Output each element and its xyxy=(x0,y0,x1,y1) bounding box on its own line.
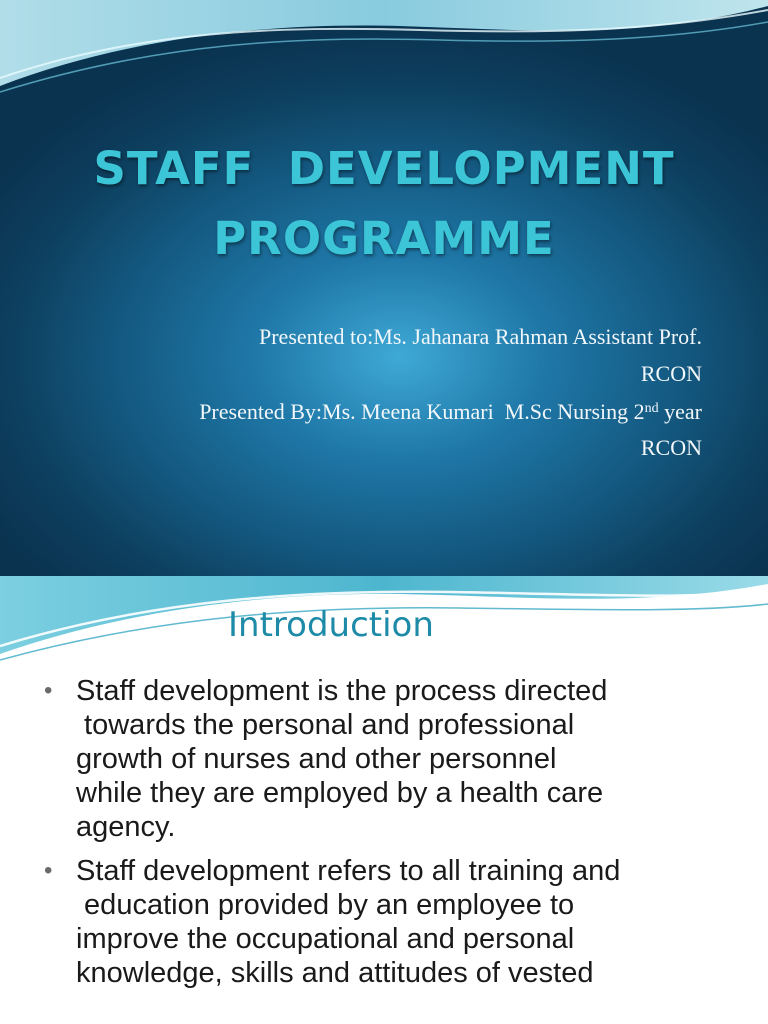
slide-heading: Introduction xyxy=(228,605,434,645)
presented-by-superscript: nd xyxy=(644,401,659,416)
bullet-line: education provided by an employee to xyxy=(76,889,575,921)
bullet-item xyxy=(44,854,744,990)
slide-title-line-2: PROGRAMME xyxy=(213,212,555,265)
presented-by-prefix: Presented By:Ms. Meena Kumari M.Sc Nursing 2 xyxy=(199,399,645,424)
bullet-line: growth of nurses and other personnel xyxy=(76,743,557,775)
bullet-dot-icon: • xyxy=(44,677,53,704)
bullet-line: knowledge, skills and attitudes of vested xyxy=(76,957,594,989)
presented-by-text xyxy=(199,401,702,423)
presented-by-org: RCON xyxy=(640,435,702,460)
bullet-line: improve the occupational and personal xyxy=(76,923,575,955)
introduction-slide xyxy=(0,576,768,1024)
bullet-item xyxy=(44,674,744,844)
presented-to-text: Presented to:Ms. Jahanara Rahman Assistant Prof. xyxy=(259,324,702,349)
presented-to-org: RCON xyxy=(640,361,702,386)
presented-by-suffix: year xyxy=(658,399,702,424)
slide-title-line-1: STAFF DEVELOPMENT xyxy=(93,142,675,195)
bullet-line: agency. xyxy=(76,811,176,843)
bullet-list xyxy=(44,674,744,1000)
bullet-line: Staff development refers to all training and xyxy=(76,855,621,887)
bullet-line: towards the personal and professional xyxy=(76,709,575,741)
bullet-line: Staff development is the process directed xyxy=(76,675,608,707)
bullet-dot-icon: • xyxy=(44,857,53,884)
bullet-line: while they are employed by a health care xyxy=(76,777,604,809)
decorative-wave-top xyxy=(0,0,768,100)
